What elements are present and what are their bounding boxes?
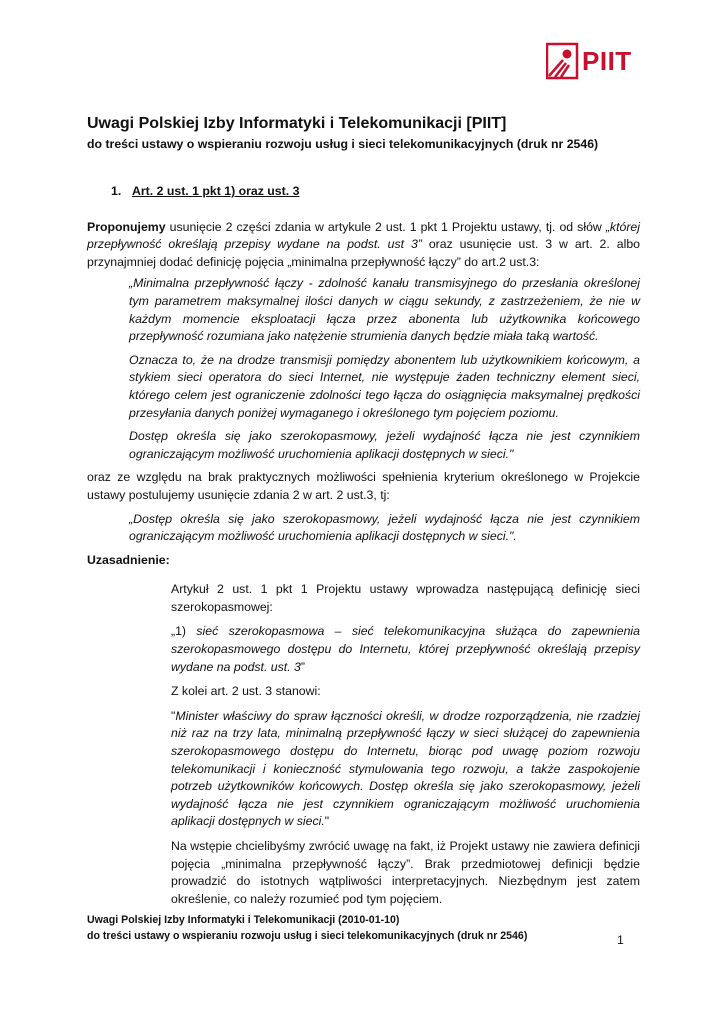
quote-close: ” xyxy=(300,659,305,674)
quote-definition-text: sieć szerokopasmowa – sieć telekomunikacyjna służąca do zapewnienia szerokopasmowego dostępu do Internetu, której przepływność określają przepisy wydane na podst. ust. 3 xyxy=(171,624,640,674)
document-title: Uwagi Polskiej Izby Informatyki i Telekomunikacji [PIIT] xyxy=(87,115,507,132)
footer-line-2: do treści ustawy o wspieraniu rozwoju usług i sieci telekomunikacyjnych (druk nr 2546) xyxy=(87,930,528,942)
quote-regulation-text: Minister właściwy do spraw łączności określi, w drodze rozporządzenia, nie rzadziej niż raz na trzy lata, minimalną przepływność łączy w sieci służącej do zapewnienia szerokopasmowego dostępu do Internetu, biorąc pod uwagę poziom rozwoju telekomunikacji i konieczność stymulowania tego rozwoju, a także zaspokojenie potrzeb użytkowników końcowych. Dostęp określa się jako szerokopasmowy, jeżeli wydajność łącza nie jest czynnikiem ograniczającym możliwość uruchomienia aplikacji dostępnych w sieci. xyxy=(171,708,640,829)
quote-broadband: Dostęp określa się jako szerokopasmowy, jeżeli wydajność łącza nie jest czynnikiem ograniczającym możliwość uruchomienia aplikacji dostępnych w sieci." xyxy=(129,429,640,461)
page-number: 1 xyxy=(617,933,624,947)
justification-quote-1 xyxy=(171,623,640,676)
quote-open: " xyxy=(171,708,176,723)
section-heading xyxy=(111,183,640,201)
document-subtitle: do treści ustawy o wspieraniu rozwoju usług i sieci telekomunikacyjnych (druk nr 2546) xyxy=(87,137,599,151)
second-proposal-paragraph: oraz ze względu na brak praktycznych możliwości spełnienia kryterium określonego w Projekcie ustawy postulujemy usunięcie zdania 2 w art. 2 ust.3, tj: xyxy=(87,470,640,502)
justification-paragraph-1: Artykuł 2 ust. 1 pkt 1 Projektu ustawy wprowadza następującą definicję sieci szerokopasmowej: xyxy=(171,582,640,614)
quote-removal: „Dostęp określa się jako szerokopasmowy, jeżeli wydajność łącza nie jest czynnikiem ograniczającym możliwość uruchomienia aplikacji dostępnych w sieci.". xyxy=(129,511,640,544)
proposal-text-a: usunięcie 2 części zdania w artykule 2 ust. 1 pkt 1 Projektu ustawy, tj. od słów xyxy=(165,219,606,234)
justification-heading: Uzasadnienie: xyxy=(87,552,170,567)
footer-line-1: Uwagi Polskiej Izby Informatyki i Telekomunikacji (2010-01-10) xyxy=(87,914,400,926)
piit-logo-mark-icon xyxy=(546,42,580,80)
section-title: Art. 2 ust. 1 pkt 1) oraz ust. 3 xyxy=(132,184,300,198)
justification-paragraph-2: Z kolei art. 2 ust. 3 stanowi: xyxy=(171,684,321,699)
piit-logo-text: PIIT xyxy=(582,46,632,76)
proposal-text-b: oraz usunięcie ust. 3 w art. 2. albo przynajmniej dodać definicję pojęcia „minimalna przepływność łączy” do art.2 ust.3: xyxy=(87,237,640,269)
justification-quote-2 xyxy=(171,708,640,831)
document-body xyxy=(87,114,640,908)
quote-close: " xyxy=(324,814,330,829)
quote-definition: „Minimalna przepływność łączy - zdolność kanału transmisyjnego do przesłania określonej tym parametrem maksymalnej ilości danych w ciągu sekundy, z zastrzeżeniem, że nie w każdym momencie eksploatacji łącza przez abonenta lub użytkownika końcowego przepływność rozumiana jako natężenie strumienia danych będzie miała taką wartość. xyxy=(129,276,640,344)
quote-open: „1) xyxy=(171,624,197,639)
justification-paragraph-3: Na wstępie chcielibyśmy zwrócić uwagę na fakt, iż Projekt ustawy nie zawiera definicji pojęcia „minimalna przepływność łączy”. Brak przedmiotowej definicji będzie prowadzić do istotnych wątpliwości interpretacyjnych. Niezbędnym jest zatem określenie, co należy rozumieć pod tym pojęciem. xyxy=(171,839,640,906)
proposal-quote: „której przepływność określają przepisy wydane na podst. ust 3” xyxy=(87,219,640,252)
proposal-lead: Proponujemy xyxy=(87,219,166,234)
page-footer xyxy=(87,912,640,944)
section-number: 1. xyxy=(111,184,122,198)
quote-meaning: Oznacza to, że na drodze transmisji pomiędzy abonentem lub użytkownikiem końcowym, a stykiem sieci operatora do sieci Internet, nie występuje żaden techniczny element sieci, którego celem jest ograniczenie zdolności tego łącza do osiągnięcia maksymalnej prędkości przesyłania danych poniżej wymaganego i określonego tym pojęciem poziomu. xyxy=(129,352,640,420)
proposal-paragraph xyxy=(87,219,640,272)
